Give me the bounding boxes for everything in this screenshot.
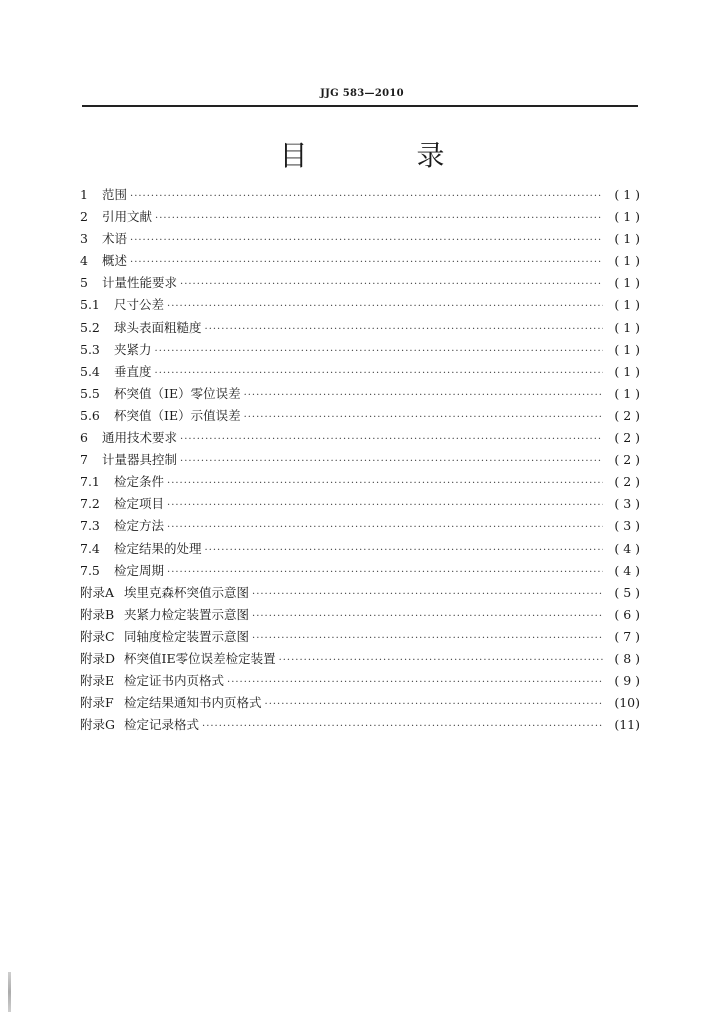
toc-entry-number: 5	[80, 275, 88, 291]
toc-entry-title: 检定记录格式	[124, 717, 200, 733]
toc-leader-dots	[180, 429, 603, 451]
toc-entry-number: 5.1	[80, 297, 100, 313]
toc-entry-title: 杯突值（IE）零位误差	[114, 385, 241, 401]
toc-entry-title: 范围	[102, 187, 128, 202]
toc-entry-number: 7.3	[80, 518, 100, 534]
toc-leader-dots	[252, 584, 603, 606]
toc-entry-number: 附录E	[80, 673, 115, 689]
scan-artifact	[8, 972, 11, 1012]
toc-entry-title: 垂直度	[114, 363, 152, 379]
toc-entry[interactable]	[80, 228, 640, 250]
toc-leader-dots	[167, 562, 603, 584]
toc-entry-page: ( 4 )	[614, 540, 640, 556]
toc-leader-dots	[227, 672, 603, 694]
toc-leader-dots	[167, 473, 603, 495]
toc-entry[interactable]	[80, 648, 640, 670]
toc-entry-page: ( 1 )	[614, 231, 640, 247]
toc-entry[interactable]	[80, 427, 640, 449]
toc-entry-number: 2	[80, 209, 88, 225]
toc-leader-dots	[155, 208, 603, 230]
toc-entry[interactable]	[80, 515, 640, 537]
toc-entry-page: ( 1 )	[614, 385, 640, 401]
toc-entry[interactable]	[80, 250, 640, 272]
toc-leader-dots	[202, 716, 603, 738]
toc-entry-number: 7.4	[80, 540, 100, 556]
toc-entry-page: ( 2 )	[614, 474, 640, 490]
toc-entry-page: (11)	[614, 717, 640, 733]
toc-entry-number: 5.5	[80, 385, 100, 401]
toc-entry[interactable]	[80, 714, 640, 736]
toc-entry-number: 附录C	[80, 628, 115, 644]
toc-entry-number: 5.4	[80, 363, 100, 379]
toc-entry-page: ( 1 )	[614, 209, 640, 225]
toc-leader-dots	[180, 451, 603, 473]
toc-entry-page: ( 1 )	[614, 187, 640, 202]
header-rule	[82, 105, 638, 107]
toc-entry-title: 检定方法	[114, 518, 165, 534]
toc-leader-dots	[252, 628, 603, 650]
toc-entry-page: ( 5 )	[614, 584, 640, 600]
toc-entry-number: 附录B	[80, 606, 115, 622]
toc-entry-page: ( 1 )	[614, 341, 640, 357]
document-code: JJG 583—2010	[320, 88, 404, 99]
toc-entry-number: 附录D	[80, 650, 116, 666]
toc-entry-page: ( 1 )	[614, 253, 640, 269]
toc-entry-number: 3	[80, 231, 88, 247]
toc-entry-page: ( 1 )	[614, 363, 640, 379]
toc-entry[interactable]	[80, 383, 640, 405]
toc-entry-title: 夹紧力检定装置示意图	[124, 606, 250, 622]
toc-entry-number: 5.2	[80, 319, 100, 335]
toc-entry[interactable]	[80, 582, 640, 604]
toc-leader-dots	[167, 296, 603, 318]
toc-entry-number: 4	[80, 253, 88, 269]
toc-leader-dots	[130, 230, 603, 252]
toc-entry-number: 7	[80, 452, 88, 468]
toc-leader-dots	[155, 363, 603, 385]
toc-entry-page: ( 4 )	[614, 562, 640, 578]
toc-entry[interactable]	[80, 272, 640, 294]
toc-entry-title: 检定项目	[114, 496, 165, 512]
toc-entry-page: ( 2 )	[614, 430, 640, 446]
toc-entry-page: ( 7 )	[614, 628, 640, 644]
toc-leader-dots	[130, 186, 603, 208]
toc-leader-dots	[180, 274, 603, 296]
toc-entry-page: ( 2 )	[614, 407, 640, 423]
toc-leader-dots	[252, 606, 603, 628]
toc-entry[interactable]	[80, 339, 640, 361]
toc-entry-number: 7.5	[80, 562, 100, 578]
toc-entry-title: 同轴度检定装置示意图	[124, 628, 250, 644]
toc-entry-page: ( 1 )	[614, 297, 640, 313]
toc-entry-title: 通用技术要求	[102, 430, 178, 446]
toc-entry-title: 检定结果通知书内页格式	[124, 695, 262, 711]
toc-entry[interactable]	[80, 449, 640, 471]
toc-leader-dots	[265, 694, 603, 716]
toc-entry[interactable]	[80, 184, 640, 206]
toc-entry[interactable]	[80, 405, 640, 427]
toc-entry-title: 计量器具控制	[102, 452, 178, 468]
toc-entry-page: ( 6 )	[614, 606, 640, 622]
page-title: 目 录	[279, 139, 495, 172]
toc-leader-dots	[205, 540, 603, 562]
toc-entry-number: 附录F	[80, 695, 114, 711]
toc-leader-dots	[244, 385, 603, 407]
toc-entry-title: 计量性能要求	[102, 275, 178, 291]
toc-entry[interactable]	[80, 471, 640, 493]
toc-entry[interactable]	[80, 493, 640, 515]
toc-leader-dots	[244, 407, 603, 429]
toc-entry[interactable]	[80, 670, 640, 692]
toc-entry-title: 杯突值（IE）示值误差	[114, 407, 241, 423]
toc-entry-page: ( 1 )	[614, 275, 640, 291]
toc-leader-dots	[155, 341, 603, 363]
toc-entry-title: 夹紧力	[114, 341, 152, 357]
toc-entry-page: ( 1 )	[614, 319, 640, 335]
toc-entry-title: 引用文献	[102, 209, 153, 225]
toc-entry-title: 球头表面粗糙度	[114, 319, 202, 335]
toc-entry-number: 5.3	[80, 341, 100, 357]
toc-entry[interactable]	[80, 560, 640, 582]
toc-entry[interactable]	[80, 626, 640, 648]
toc-entry-number: 1	[80, 187, 88, 202]
toc-entry-title: 杯突值IE零位误差检定装置	[124, 650, 276, 666]
toc-list	[80, 184, 640, 736]
toc-entry-number: 附录G	[80, 717, 115, 733]
toc-entry[interactable]	[80, 206, 640, 228]
toc-leader-dots	[205, 319, 603, 341]
toc-leader-dots	[279, 650, 603, 672]
toc-entry-number: 6	[80, 430, 88, 446]
toc-entry-number: 附录A	[80, 584, 115, 600]
toc-entry-title: 概述	[102, 253, 128, 269]
toc-entry[interactable]	[80, 317, 640, 339]
toc-entry-page: ( 9 )	[614, 673, 640, 689]
toc-entry[interactable]	[80, 604, 640, 626]
toc-entry-page: (10)	[614, 695, 640, 711]
toc-entry[interactable]	[80, 538, 640, 560]
toc-entry[interactable]	[80, 361, 640, 383]
toc-entry-page: ( 2 )	[614, 452, 640, 468]
toc-entry-page: ( 8 )	[614, 650, 640, 666]
toc-entry-page: ( 3 )	[614, 518, 640, 534]
toc-entry-title: 埃里克森杯突值示意图	[124, 584, 250, 600]
toc-entry-number: 5.6	[80, 407, 100, 423]
toc-entry-title: 尺寸公差	[114, 297, 165, 313]
toc-leader-dots	[167, 517, 603, 539]
toc-entry-title: 检定结果的处理	[114, 540, 202, 556]
toc-leader-dots	[130, 252, 603, 274]
toc-entry-page: ( 3 )	[614, 496, 640, 512]
toc-entry-number: 7.2	[80, 496, 100, 512]
toc-entry-title: 术语	[102, 231, 128, 247]
toc-entry-title: 检定周期	[114, 562, 165, 578]
toc-entry-number: 7.1	[80, 474, 100, 490]
toc-entry[interactable]	[80, 294, 640, 316]
toc-leader-dots	[167, 495, 603, 517]
toc-entry[interactable]	[80, 692, 640, 714]
toc-entry-title: 检定证书内页格式	[124, 673, 225, 689]
toc-entry-title: 检定条件	[114, 474, 165, 490]
